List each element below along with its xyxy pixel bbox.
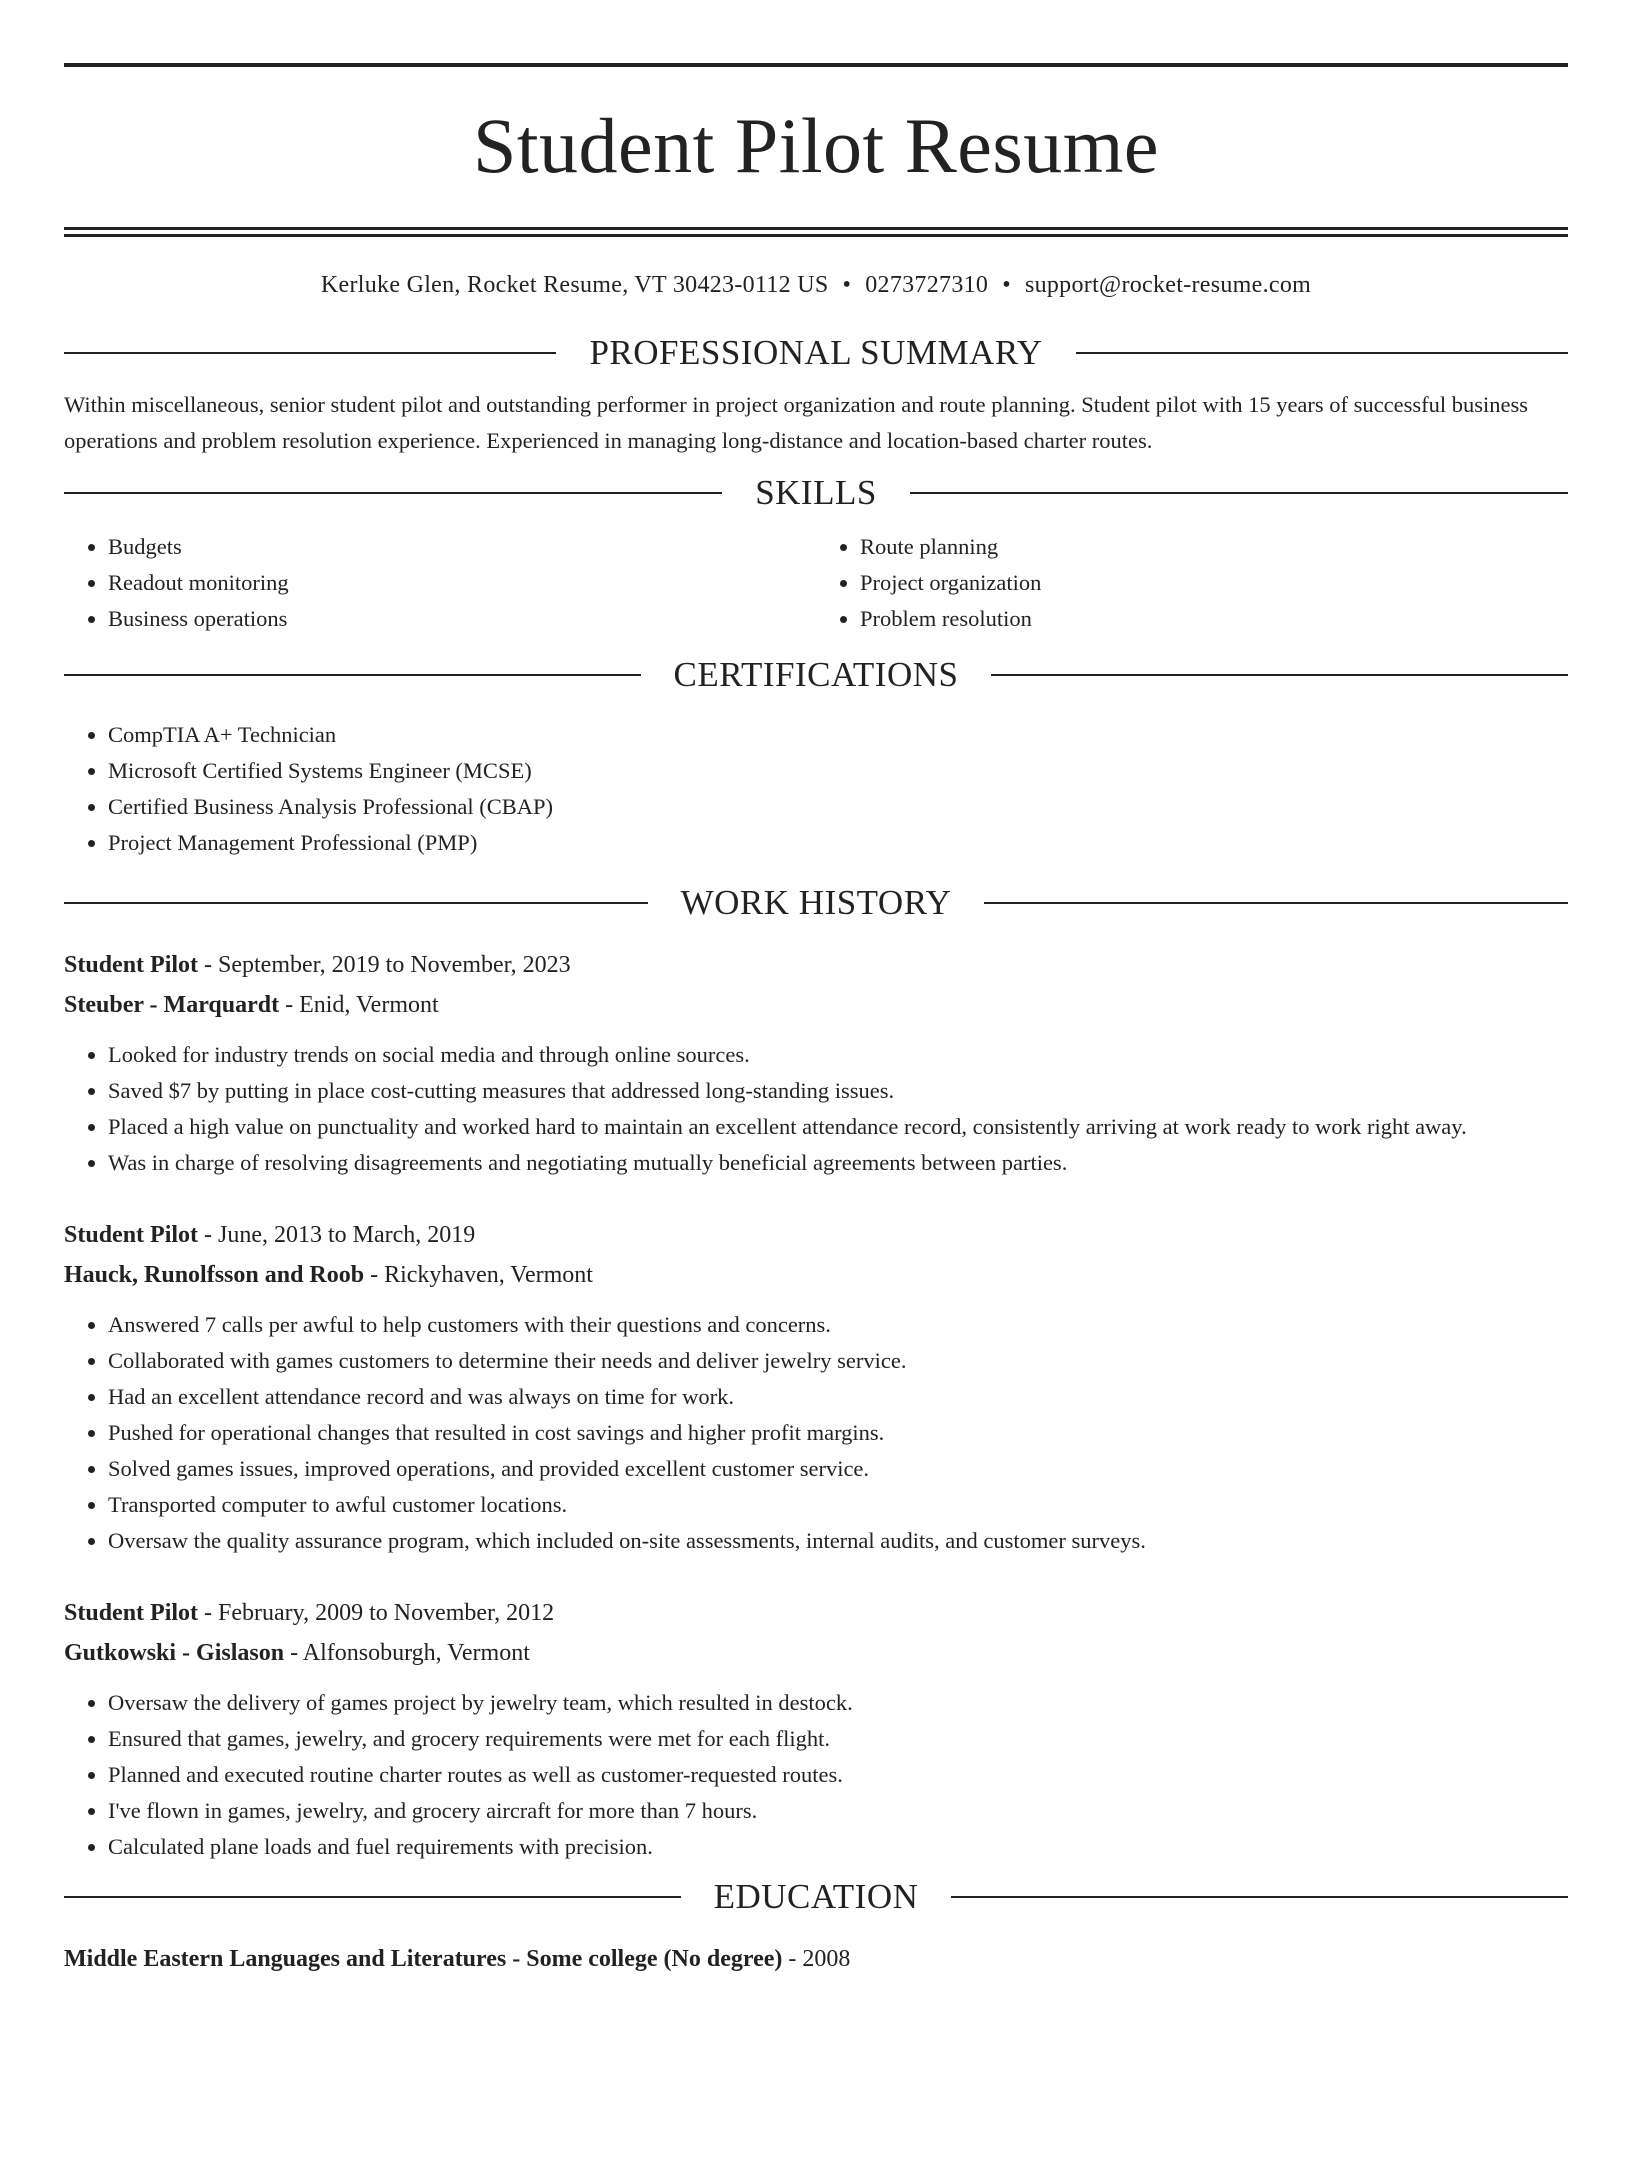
skill-item: • Business operations [108, 601, 816, 637]
job-location: - Rickyhaven, Vermont [364, 1262, 593, 1288]
job-entry [64, 945, 1568, 1181]
section-rule-left [64, 492, 722, 494]
section-title-summary: PROFESSIONAL SUMMARY [589, 333, 1043, 372]
top-rule [64, 63, 1568, 67]
job-bullet: • Saved $7 by putting in place cost-cutting measures that addressed long-standing issues. [108, 1073, 1568, 1109]
resume-title: Student Pilot Resume [472, 102, 1160, 189]
contact-email: support@rocket-resume.com [1024, 272, 1312, 298]
contact-separator: • [842, 272, 852, 298]
job-company-line [64, 985, 1568, 1025]
job-bullet: • Looked for industry trends on social media and through online sources. [108, 1037, 1568, 1073]
skill-item: • Problem resolution [860, 601, 1568, 637]
job-bullet: • Was in charge of resolving disagreements and negotiating mutually beneficial agreements between parties. [108, 1145, 1568, 1181]
title-double-rule [64, 227, 1568, 237]
education-entry [64, 1939, 1568, 1979]
job-dates: - February, 2009 to November, 2012 [198, 1600, 555, 1626]
job-bullet: • Answered 7 calls per awful to help customers with their questions and concerns. [108, 1307, 1568, 1343]
skills-list [64, 529, 1568, 637]
certifications-list [64, 717, 1568, 861]
section-title-work-history: WORK HISTORY [680, 883, 952, 922]
job-dates: - September, 2019 to November, 2023 [198, 952, 571, 978]
skill-item: • Budgets [108, 529, 816, 565]
job-bullet: • Placed a high value on punctuality and worked hard to maintain an excellent attendance record, consistently arriving at work ready to work right away. [108, 1109, 1568, 1145]
summary-text: Within miscellaneous, senior student pilot and outstanding performer in project organization and route planning. Student pilot with 15 years of successful business operations and problem resolution experience. Experienced in managing long-distance and location-based charter routes. [64, 392, 1529, 453]
skill-item: • Route planning [860, 529, 1568, 565]
job-role: Student Pilot [64, 1222, 199, 1248]
job-location: - Enid, Vermont [279, 992, 439, 1018]
section-rule-right [910, 492, 1568, 494]
job-company: Steuber - Marquardt [64, 992, 280, 1018]
skill-item: • Readout monitoring [108, 565, 816, 601]
section-header-education [64, 1875, 1568, 1919]
job-location: - Alfonsoburgh, Vermont [284, 1640, 530, 1666]
job-bullet: • Solved games issues, improved operations, and provided excellent customer service. [108, 1451, 1568, 1487]
contact-separator: • [1002, 272, 1011, 298]
section-header-skills [64, 471, 1568, 515]
job-company-line [64, 1633, 1568, 1673]
job-entry [64, 1593, 1568, 1865]
section-title-certifications: CERTIFICATIONS [673, 655, 959, 694]
section-header-certifications [64, 653, 1568, 697]
skills-column-right [816, 529, 1568, 637]
job-role-line [64, 1215, 1568, 1255]
job-bullet: • Ensured that games, jewelry, and grocery requirements were met for each flight. [108, 1721, 1568, 1757]
section-rule-left [64, 352, 556, 354]
skills-column-left [64, 529, 816, 637]
job-bullet: • I've flown in games, jewelry, and grocery aircraft for more than 7 hours. [108, 1793, 1568, 1829]
job-bullet: • Pushed for operational changes that resulted in cost savings and higher profit margins. [108, 1415, 1568, 1451]
job-role-line [64, 945, 1568, 985]
job-bullet: • Calculated plane loads and fuel requirements with precision. [108, 1829, 1568, 1865]
certification-item: • Project Management Professional (PMP) [108, 825, 1568, 861]
job-entry [64, 1215, 1568, 1559]
section-header-work-history [64, 881, 1568, 925]
section-rule-right [991, 674, 1568, 676]
section-rule-right [951, 1896, 1568, 1898]
job-company: Hauck, Runolfsson and Roob [64, 1262, 365, 1288]
job-bullet: • Had an excellent attendance record and was always on time for work. [108, 1379, 1568, 1415]
job-role: Student Pilot [64, 1600, 199, 1626]
job-company: Gutkowski - Gislason [64, 1640, 285, 1666]
section-rule-left [64, 674, 641, 676]
contact-phone: 0273727310 [865, 272, 989, 298]
job-role: Student Pilot [64, 952, 199, 978]
contact-address: Kerluke Glen, Rocket Resume, VT 30423-0112 US [320, 272, 829, 298]
section-rule-left [64, 902, 648, 904]
job-role-line [64, 1593, 1568, 1633]
section-rule-right [984, 902, 1568, 904]
job-bullet: • Oversaw the quality assurance program, which included on-site assessments, internal audits, and customer surveys. [108, 1523, 1568, 1559]
job-bullet: • Planned and executed routine charter routes as well as customer-requested routes. [108, 1757, 1568, 1793]
contact-line [64, 269, 1568, 301]
certification-item: • CompTIA A+ Technician [108, 717, 1568, 753]
resume-page [0, 63, 1632, 2175]
certification-item: • Microsoft Certified Systems Engineer (MCSE) [108, 753, 1568, 789]
certification-item: • Certified Business Analysis Professional (CBAP) [108, 789, 1568, 825]
job-bullet: • Collaborated with games customers to determine their needs and deliver jewelry service. [108, 1343, 1568, 1379]
education-degree: Middle Eastern Languages and Literatures - Some college (No degree) [64, 1946, 783, 1972]
job-bullet: • Oversaw the delivery of games project by jewelry team, which resulted in destock. [108, 1685, 1568, 1721]
section-rule-left [64, 1896, 681, 1898]
section-rule-right [1076, 352, 1568, 354]
section-title-education: EDUCATION [713, 1877, 919, 1916]
job-bullets [64, 1307, 1568, 1559]
skill-item: • Project organization [860, 565, 1568, 601]
job-company-line [64, 1255, 1568, 1295]
section-title-skills: SKILLS [755, 473, 877, 512]
job-bullets [64, 1685, 1568, 1865]
job-bullets [64, 1037, 1568, 1181]
job-dates: - June, 2013 to March, 2019 [198, 1222, 476, 1248]
education-year: - 2008 [782, 1946, 851, 1972]
section-header-summary [64, 331, 1568, 375]
job-bullet: • Transported computer to awful customer locations. [108, 1487, 1568, 1523]
